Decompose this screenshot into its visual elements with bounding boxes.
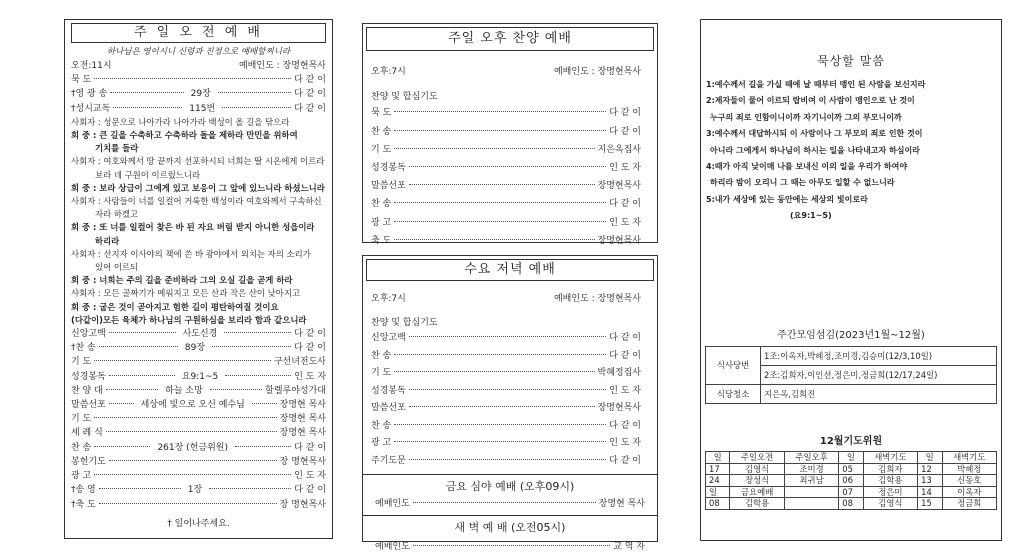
am-order-item-detail: 29장 bbox=[190, 89, 211, 100]
dot-leader bbox=[110, 92, 183, 93]
dot-leader bbox=[109, 403, 134, 404]
prayer-cell: 일 bbox=[706, 486, 730, 498]
dot-leader bbox=[409, 336, 606, 337]
dot-leader bbox=[109, 460, 277, 461]
pm-service-panel bbox=[362, 23, 658, 246]
pm-order-item-value: 장명현목사 bbox=[597, 181, 641, 192]
am-order-item-detail: 115번 bbox=[189, 103, 216, 114]
am-order-item-label: †영 광 송 bbox=[71, 89, 108, 100]
am-order-item-detail: 세상에 빛으로 오신 예수님 bbox=[140, 400, 245, 411]
meditation-verse-line: 누구의 죄로 인함이니이까 자기니이까 그의 부모니이까 bbox=[710, 112, 902, 122]
responsive-reading-line: 회 중 : 너희는 주의 길을 준비하라 그의 오실 길을 곧게 하라 bbox=[71, 275, 293, 286]
prayer-cell: 신동호 bbox=[942, 475, 996, 487]
dot-leader bbox=[109, 375, 175, 376]
dot-leader bbox=[94, 474, 291, 475]
prayer-cell: 08 bbox=[706, 498, 730, 510]
pm-order-item-value: 다 같 이 bbox=[609, 126, 641, 137]
pm-leader: 예배인도 : 장명현목사 bbox=[553, 67, 641, 77]
am-order-item-value: 다 같 이 bbox=[294, 485, 327, 496]
prayer-cell: 김영식 bbox=[730, 463, 784, 475]
wed-order-item-row bbox=[371, 348, 641, 366]
am-header-row bbox=[71, 59, 326, 73]
prayer-title: 12월기도위원 bbox=[819, 436, 883, 447]
pm-title: 주일 오후 찬양 예배 bbox=[366, 27, 654, 51]
dot-leader bbox=[413, 545, 610, 546]
am-footer: † 일어나주세요. bbox=[167, 518, 230, 529]
prayer-cell: 김학용 bbox=[863, 475, 917, 487]
am-order-item-row bbox=[71, 370, 326, 384]
wed-order-item-row bbox=[371, 383, 641, 401]
prayer-header-cell: 일 bbox=[918, 452, 942, 464]
responsive-reading-line: 자라 하겠고 bbox=[95, 209, 139, 220]
friday-leader-label: 예배인도 bbox=[375, 499, 410, 510]
dot-leader bbox=[106, 389, 158, 390]
prayer-cell: 08 bbox=[839, 498, 863, 510]
am-order-item-label: 기 도 bbox=[71, 357, 92, 368]
am-order-item-row bbox=[71, 441, 326, 455]
clean-names: 지은옥,김희진 bbox=[761, 385, 997, 404]
prayer-header-cell: 일 bbox=[839, 452, 863, 464]
dot-leader bbox=[99, 503, 277, 504]
prayer-header-cell: 주일오전 bbox=[730, 452, 784, 464]
am-order-item-value: 구선녀전도사 bbox=[273, 357, 326, 368]
am-order-item-row bbox=[71, 73, 326, 87]
meditation-verse-line: 하리라 밤이 오리니 그 때는 아무도 일할 수 없느니라 bbox=[710, 178, 895, 188]
responsive-reading-line: 사회자 : 여호와께서 땅 끝까지 선포하시되 너희는 딸 시온에게 이르라 bbox=[71, 156, 325, 167]
prayer-cell: 장성식 bbox=[730, 475, 784, 487]
am-order-item-label: 찬 송 bbox=[71, 442, 92, 453]
responsive-reading-line: 회 중 : 굽은 것이 곧아지고 험한 길이 평탄하여질 것이요 bbox=[71, 301, 279, 312]
prayer-row bbox=[706, 463, 997, 475]
friday-row bbox=[363, 497, 657, 511]
am-order-item-detail: 요9:1~5 bbox=[181, 371, 219, 382]
wed-opening: 찬양 및 합심기도 bbox=[371, 318, 438, 329]
am-order-item-row bbox=[71, 412, 326, 426]
weekly-table bbox=[705, 346, 997, 404]
wed-order-item-row bbox=[371, 400, 641, 418]
dot-leader bbox=[252, 403, 277, 404]
wed-order-item-value: 인 도 자 bbox=[609, 385, 641, 396]
dot-leader bbox=[222, 107, 291, 108]
pm-order-item-row bbox=[371, 123, 641, 141]
prayer-cell: 이옥자 bbox=[942, 486, 996, 498]
am-order-item-row bbox=[71, 355, 326, 369]
prayer-row bbox=[706, 486, 997, 498]
responsive-reading-line: 사회자 : 성문으로 나아가라 나아가라 백성이 올 길을 닦으라 bbox=[71, 116, 290, 127]
responsive-reading-line: 기치를 들라 bbox=[95, 143, 139, 154]
am-order-item-row bbox=[71, 87, 326, 101]
am-order-item-detail: 1장 bbox=[187, 485, 203, 496]
prayer-cell bbox=[784, 486, 838, 498]
dot-leader bbox=[394, 354, 606, 355]
responsive-reading-line: 회 중 : 큰 길을 수축하고 수축하라 돌을 제하라 만민을 위하여 bbox=[71, 130, 298, 141]
pm-order-item-value: 다 같 이 bbox=[609, 199, 641, 210]
am-service-panel bbox=[64, 19, 333, 539]
prayer-cell: 박혜정 bbox=[942, 463, 996, 475]
dot-leader bbox=[394, 148, 594, 149]
am-order-item-value: 할렐루야성가대 bbox=[265, 385, 326, 396]
am-order-item-label: 봉헌기도 bbox=[71, 456, 106, 467]
wed-order-item-label: 주기도문 bbox=[371, 455, 406, 466]
am-order-item-value: 장명현 목사 bbox=[279, 414, 326, 425]
dawn-section bbox=[363, 515, 657, 554]
dot-leader bbox=[394, 221, 606, 222]
wed-order-item-row bbox=[371, 435, 641, 453]
dot-leader bbox=[113, 107, 182, 108]
prayer-cell: 14 bbox=[918, 486, 942, 498]
am-order-item-row bbox=[71, 398, 326, 412]
dot-leader bbox=[409, 389, 606, 390]
am-time: 오전:11시 bbox=[71, 61, 112, 71]
responsive-reading-line: 하리라 bbox=[95, 235, 120, 246]
prayer-cell: 13 bbox=[918, 475, 942, 487]
pm-order-item-label: 묵 도 bbox=[371, 108, 392, 119]
prayer-cell: 정금희 bbox=[942, 498, 996, 510]
meditation-verse-line: 아니라 그에게서 하나님이 하시는 일을 나타내고자 하심이라 bbox=[710, 145, 920, 155]
wed-leader: 예배인도 : 장명현목사 bbox=[553, 294, 641, 304]
meditation-verse-line: 5:내가 세상에 있는 동안에는 세상의 빛이로라 bbox=[706, 194, 868, 204]
am-order-item-value: 다 같 이 bbox=[294, 343, 326, 354]
am-order-item-row bbox=[71, 498, 326, 512]
prayer-header-cell: 일 bbox=[706, 452, 730, 464]
wed-order-item-value: 다 같 이 bbox=[609, 333, 641, 344]
wed-order-item-value: 다 같 이 bbox=[609, 350, 641, 361]
clean-label: 식당청소 bbox=[706, 385, 761, 404]
pm-order-item-value: 다 같 이 bbox=[609, 108, 641, 119]
responsive-reading-line: 회 중 : 또 너를 일컬어 찾은 바 된 자요 버림 받지 아니한 성읍이라 bbox=[71, 222, 315, 233]
am-order-item-label: 신앙고백 bbox=[71, 329, 106, 340]
wed-time: 오후:7시 bbox=[371, 294, 406, 304]
wed-order-item-label: 찬 송 bbox=[371, 420, 392, 431]
prayer-cell: 12 bbox=[918, 463, 942, 475]
wed-order-item-label: 말씀선포 bbox=[371, 403, 406, 414]
pm-order-item-value: 인 도 자 bbox=[609, 163, 641, 174]
am-order-item-detail: 261장 (헌금위원) bbox=[157, 442, 228, 453]
am-leader: 예배인도 : 장명현목사 bbox=[238, 61, 326, 71]
dot-leader bbox=[394, 111, 606, 112]
wed-header-row bbox=[371, 292, 641, 306]
dot-leader bbox=[394, 130, 606, 131]
pm-order-item-value: 인 도 자 bbox=[609, 217, 641, 228]
responsive-reading-line: 보라 네 구원이 이르렀느니라 bbox=[95, 169, 201, 180]
am-title: 주 일 오 전 예 배 bbox=[71, 23, 326, 43]
dot-leader bbox=[94, 360, 271, 361]
dot-leader bbox=[94, 417, 276, 418]
wed-order-item-value: 인 도 자 bbox=[609, 438, 641, 449]
am-order-item-value: 장 명현목사 bbox=[279, 499, 326, 510]
dot-leader bbox=[94, 78, 291, 79]
meditation-verse-line: 2:제자들이 물어 이르되 랍비여 이 사람이 맹인으로 난 것이 bbox=[706, 96, 915, 106]
pm-order-item-row bbox=[371, 232, 641, 250]
wed-order-item-label: 성경봉독 bbox=[371, 385, 406, 396]
meditation-verse-line: 4:때가 아직 낮이매 나를 보내신 이의 일을 우리가 하여야 bbox=[706, 162, 908, 172]
prayer-cell: 김학용 bbox=[730, 498, 784, 510]
prayer-cell: 24 bbox=[706, 475, 730, 487]
wed-title: 수요 저녁 예배 bbox=[366, 259, 654, 281]
responsive-reading-line: (다같이)모든 육체가 하나님의 구원하심을 보리라 함과 같으니라 bbox=[71, 314, 307, 325]
am-order-item-label: †송 영 bbox=[71, 485, 96, 496]
am-order-item-label: †찬 송 bbox=[71, 343, 96, 354]
prayer-header-cell: 주일오후 bbox=[784, 452, 838, 464]
wed-order-item-label: 찬 송 bbox=[371, 350, 392, 361]
am-order-item-label: †축 도 bbox=[71, 499, 96, 510]
info-panel bbox=[700, 19, 1002, 541]
prayer-cell: 금요예배 bbox=[730, 486, 784, 498]
am-order-item-row bbox=[71, 469, 326, 483]
dot-leader bbox=[409, 406, 595, 407]
pm-order-item-row bbox=[371, 104, 641, 122]
am-order-item-value: 장명현 목사 bbox=[279, 400, 326, 411]
am-order-item-row bbox=[71, 455, 326, 469]
dawn-leader-label: 예배인도 bbox=[375, 541, 410, 552]
wed-order-item-label: 광 고 bbox=[371, 438, 392, 449]
pm-order-item-label: 기 도 bbox=[371, 144, 392, 155]
dot-leader bbox=[409, 459, 606, 460]
wed-order-item-value: 박혜정집사 bbox=[597, 368, 641, 379]
am-order-item-value: 다 같 이 bbox=[294, 442, 327, 453]
am-order-item-value: 인 도 자 bbox=[294, 371, 327, 382]
am-order-item-label: 말씀선포 bbox=[71, 400, 106, 411]
responsive-reading-line: 있어 이르되 bbox=[95, 262, 139, 273]
am-order-item-label: 성경봉독 bbox=[71, 371, 106, 382]
am-order-item-value: 다 같 이 bbox=[294, 75, 326, 86]
dot-leader bbox=[394, 424, 606, 425]
am-order-item-value: 장 명현목사 bbox=[279, 456, 326, 467]
am-subtitle: 하나님은 영이시니 신령과 진정으로 예배할찌니라 bbox=[106, 47, 291, 57]
prayer-cell bbox=[784, 498, 838, 510]
am-order-item-label: 묵 도 bbox=[71, 75, 92, 86]
am-order-item-value: 인 도 자 bbox=[294, 471, 326, 482]
prayer-cell: 05 bbox=[839, 463, 863, 475]
responsive-reading-line: 사회자 : 선지자 이사야의 책에 쓴 바 광야에서 외치는 자의 소리가 bbox=[71, 248, 311, 259]
dot-leader bbox=[99, 488, 181, 489]
meal-group2: 2조:김희자,이인선,정은미,정금희(12/17,24일) bbox=[761, 366, 997, 385]
meditation-verse-line: (요9:1~5) bbox=[790, 211, 832, 221]
dawn-row bbox=[363, 540, 657, 554]
prayer-cell: 최귀남 bbox=[784, 475, 838, 487]
prayer-cell: 정은미 bbox=[863, 486, 917, 498]
dot-leader bbox=[106, 431, 277, 432]
am-order-item-label: 찬 양 대 bbox=[71, 385, 103, 396]
dot-leader bbox=[394, 441, 606, 442]
friday-title: 금요 심야 예배 (오후09시) bbox=[445, 480, 575, 494]
dot-leader bbox=[94, 446, 150, 447]
responsive-reading-line: 회 중 : 보라 상급이 그에게 있고 보응이 그 앞에 있느니라 하셨느니라 bbox=[71, 182, 325, 193]
dot-leader bbox=[99, 346, 178, 347]
pm-order-item-value: 지은옥집사 bbox=[597, 144, 641, 155]
pm-order-item-label: 성경봉독 bbox=[371, 163, 406, 174]
am-order-item-row bbox=[71, 384, 326, 398]
wed-order-item-value: 다 같 이 bbox=[609, 455, 641, 466]
am-order-item-label: 세 례 식 bbox=[71, 428, 103, 439]
dot-leader bbox=[209, 488, 291, 489]
wed-service-panel bbox=[362, 255, 658, 552]
dot-leader bbox=[225, 375, 291, 376]
dot-leader bbox=[109, 332, 176, 333]
am-order-item-label: 기 도 bbox=[71, 414, 92, 425]
prayer-cell: 김희자 bbox=[863, 463, 917, 475]
pm-order-item-row bbox=[371, 214, 641, 232]
am-order-item-row bbox=[71, 327, 326, 341]
am-order-item-detail: 사도신경 bbox=[182, 329, 218, 340]
am-order-item-value: 장명현 목사 bbox=[279, 428, 326, 439]
wed-order-item-row bbox=[371, 418, 641, 436]
dot-leader bbox=[409, 184, 595, 185]
dot-leader bbox=[235, 446, 291, 447]
wed-order-item-value: 장명현목사 bbox=[597, 403, 641, 414]
am-order-item-row bbox=[71, 483, 326, 497]
pm-order-item-label: 축 도 bbox=[371, 235, 392, 246]
pm-order-item-label: 찬 송 bbox=[371, 199, 392, 210]
prayer-header-cell: 새벽기도 bbox=[863, 452, 917, 464]
weekly-title: 주간모임섬김(2023년1월~12월) bbox=[777, 330, 925, 341]
meditation-verse-line: 1:예수께서 길을 가실 때에 날 때부터 맹인 된 사람을 보신지라 bbox=[706, 80, 926, 89]
am-order-item-detail: 하늘 소망 bbox=[165, 385, 203, 396]
pm-time: 오후:7시 bbox=[371, 67, 406, 77]
meditation-verse-line: 3:예수께서 대답하시되 이 사람이나 그 부모의 죄로 인한 것이 bbox=[706, 129, 923, 139]
dot-leader bbox=[218, 92, 291, 93]
meal-group1: 1조:이옥자,박혜정,조미경,김승미(12/3,10일) bbox=[761, 347, 997, 366]
dawn-leader-value: 교 역 자 bbox=[613, 541, 645, 552]
meditation-title: 묵상할 말씀 bbox=[817, 54, 885, 68]
pm-opening: 찬양 및 합심기도 bbox=[371, 92, 438, 103]
wed-order-item-label: 기 도 bbox=[371, 368, 392, 379]
prayer-header-cell: 새벽기도 bbox=[942, 452, 996, 464]
dot-leader bbox=[224, 332, 291, 333]
pm-header-row bbox=[371, 65, 641, 79]
pm-order-item-row bbox=[371, 159, 641, 177]
wed-order-item-row bbox=[371, 365, 641, 383]
am-order-item-value: 다 같 이 bbox=[294, 103, 326, 114]
responsive-reading-line: 사회자 : 사람들이 너를 일컬어 거룩한 백성이라 여호와께서 구속하신 bbox=[71, 196, 322, 207]
dot-leader bbox=[210, 389, 262, 390]
prayer-cell: 조미경 bbox=[784, 463, 838, 475]
wed-order-item-row bbox=[371, 453, 641, 471]
pm-order-item-label: 말씀선포 bbox=[371, 181, 406, 192]
dot-leader bbox=[394, 239, 594, 240]
wed-order-item-label: 신앙고백 bbox=[371, 333, 406, 344]
am-order-item-label: 광 고 bbox=[71, 471, 92, 482]
am-order-item-detail: 89장 bbox=[184, 343, 206, 354]
am-order-item-label: †성시교독 bbox=[71, 103, 111, 114]
dot-leader bbox=[409, 166, 606, 167]
prayer-row bbox=[706, 475, 997, 487]
wed-order-item-row bbox=[371, 330, 641, 348]
prayer-cell: 17 bbox=[706, 463, 730, 475]
pm-order-item-value: 장명현목사 bbox=[597, 235, 641, 246]
am-order-item-row bbox=[71, 341, 326, 355]
am-order-item-row bbox=[71, 426, 326, 440]
am-order-item-value: 다 같 이 bbox=[294, 89, 326, 100]
am-order-item-value: 다 같 이 bbox=[294, 329, 326, 340]
dawn-title: 새 벽 예 배 (오전05시) bbox=[454, 520, 566, 534]
am-order-item-row bbox=[71, 102, 326, 116]
prayer-cell: 김영식 bbox=[863, 498, 917, 510]
pm-order-item-label: 광 고 bbox=[371, 217, 392, 228]
pm-order-item-label: 찬 송 bbox=[371, 126, 392, 137]
wed-order-item-value: 다 같 이 bbox=[609, 420, 641, 431]
meal-label: 식사당번 bbox=[706, 347, 761, 385]
pm-order-item-row bbox=[371, 195, 641, 213]
pm-order-item-row bbox=[371, 141, 641, 159]
prayer-cell: 15 bbox=[918, 498, 942, 510]
dot-leader bbox=[212, 346, 291, 347]
dot-leader bbox=[413, 502, 596, 503]
pm-order-item-row bbox=[371, 177, 641, 195]
friday-section bbox=[363, 474, 657, 511]
dot-leader bbox=[394, 371, 594, 372]
dot-leader bbox=[394, 202, 606, 203]
prayer-cell: 07 bbox=[839, 486, 863, 498]
responsive-reading-line: 사회자 : 모든 골짜기가 메워지고 모든 산과 작은 산이 낮아지고 bbox=[71, 288, 301, 299]
friday-leader-value: 장명현 목사 bbox=[598, 499, 645, 510]
prayer-row bbox=[706, 498, 997, 510]
prayer-cell: 06 bbox=[839, 475, 863, 487]
prayer-table bbox=[705, 451, 997, 510]
